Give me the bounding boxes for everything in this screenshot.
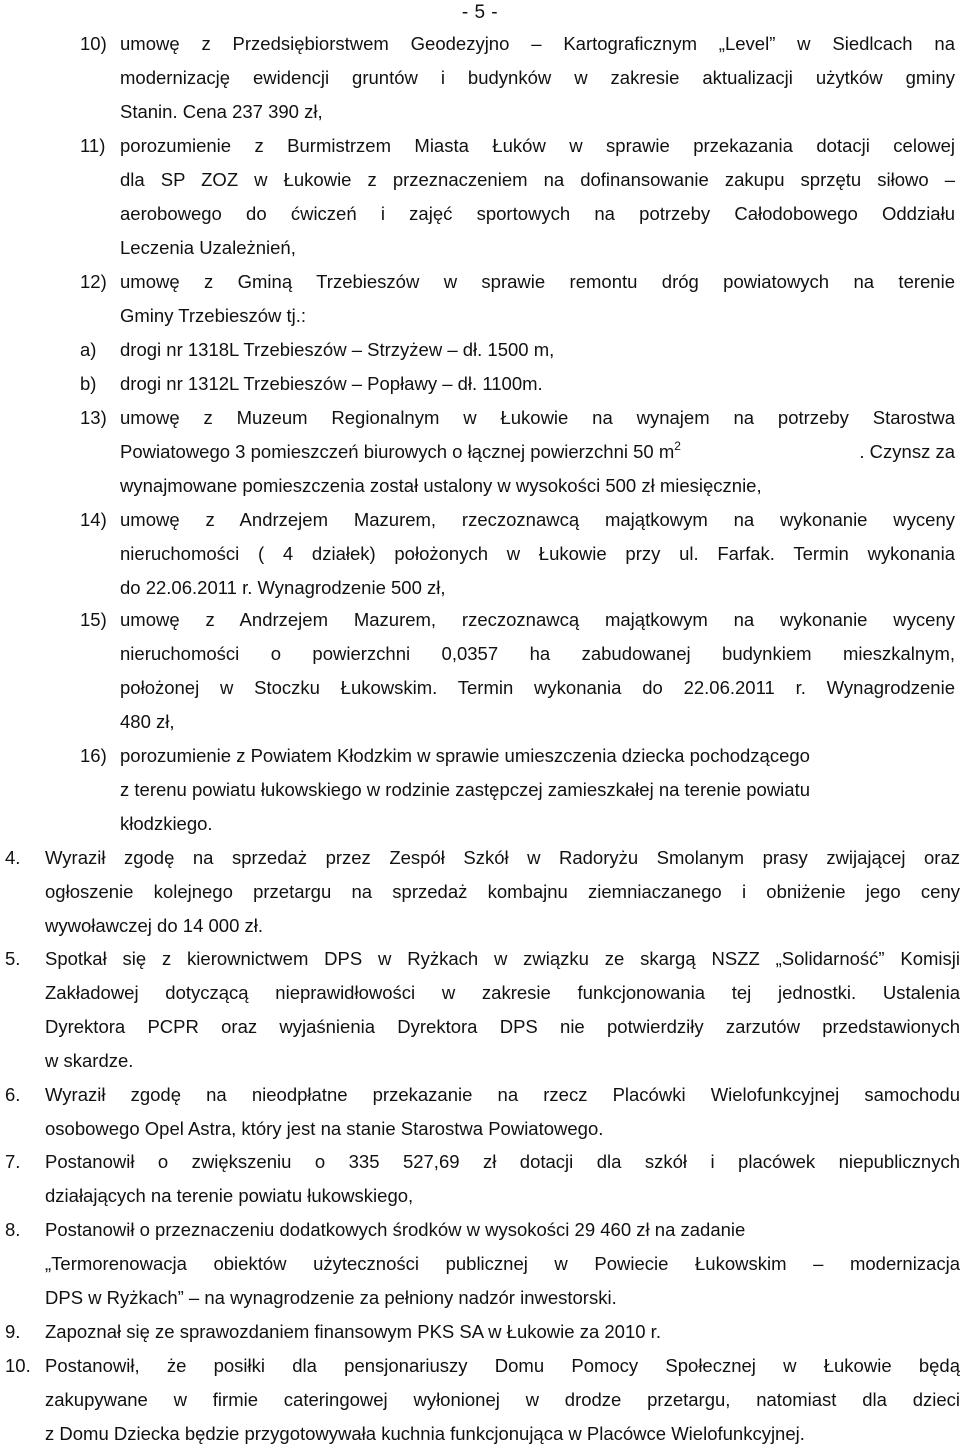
- item-line: w skardze.: [45, 1050, 134, 1071]
- item-number: 15): [80, 609, 107, 630]
- item-line: DPS w Ryżkach” – na wynagrodzenie za pełniony nadzór inwestorski.: [45, 1287, 617, 1308]
- subpoint-letter: b): [80, 373, 97, 394]
- item-line: Dyrektora PCPR oraz wyjaśnienia Dyrektora DPS nie potwierdziły zarzutów przedstawionych: [45, 1016, 960, 1037]
- item-number: 11): [80, 135, 106, 156]
- item-line: Stanin. Cena 237 390 zł,: [120, 101, 323, 122]
- item-line: modernizację ewidencji gruntów i budynków w zakresie aktualizacji użytków gminy: [120, 67, 955, 88]
- item-number: 7.: [5, 1151, 21, 1172]
- item-line: Leczenia Uzależnień,: [120, 237, 296, 258]
- item-line: [120, 435, 955, 469]
- item-number: 12): [80, 271, 107, 292]
- item-line: porozumienie z Burmistrzem Miasta Łuków w sprawie przekazania dotacji celowej: [120, 135, 955, 156]
- item-number: 6.: [5, 1084, 21, 1105]
- item-line: umowę z Andrzejem Mazurem, rzeczoznawcą majątkowym na wykonanie wyceny: [120, 609, 955, 630]
- subpoint-text: drogi nr 1312L Trzebieszów – Popławy – dł. 1100m.: [120, 373, 543, 394]
- item-line: Zapoznał się ze sprawozdaniem finansowym PKS SA w Łukowie za 2010 r.: [45, 1321, 661, 1342]
- subpoint-text: drogi nr 1318L Trzebieszów – Strzyżew – dł. 1500 m,: [120, 339, 555, 360]
- item-number: 10): [80, 33, 107, 54]
- item-line: dla SP ZOZ w Łukowie z przeznaczeniem na dofinansowanie zakupu sprzętu siłowo –: [120, 169, 955, 190]
- item-line: Gminy Trzebieszów tj.:: [120, 305, 307, 326]
- item-line: Postanowił o zwiększeniu o 335 527,69 zł dotacji dla szkół i placówek niepublicznych: [45, 1151, 960, 1172]
- item-line: z terenu powiatu łukowskiego w rodzinie zastępczej zamieszkałej na terenie powiatu: [120, 779, 811, 800]
- superscript: 2: [674, 439, 681, 453]
- item-line: umowę z Przedsiębiorstwem Geodezyjno – Kartograficznym „Level” w Siedlcach na: [120, 33, 955, 54]
- item-line: zakupywane w firmie cateringowej wyłonionej w drodze przetargu, natomiast dla dzieci: [45, 1389, 960, 1410]
- item-line: wynajmowane pomieszczenia został ustalony w wysokości 500 zł miesięcznie,: [120, 475, 762, 496]
- item-line: Postanowił, że posiłki dla pensjonariuszy Domu Pomocy Społecznej w Łukowie będą: [45, 1355, 960, 1376]
- item-number: 14): [80, 509, 107, 530]
- item-number: 13): [80, 407, 107, 428]
- item-line-text: Powiatowego 3 pomieszczeń biurowych o łącznej powierzchni 50 m: [120, 441, 675, 462]
- item-line: Spotkał się z kierownictwem DPS w Ryżkach w związku ze skargą NSZZ „Solidarność” Komisji: [45, 948, 960, 969]
- item-number: 9.: [5, 1321, 21, 1342]
- item-line: 480 zł,: [120, 711, 175, 732]
- item-number: 16): [80, 745, 107, 766]
- item-line: kłodzkiego.: [120, 813, 213, 834]
- item-line: Wyraził zgodę na nieodpłatne przekazanie na rzecz Placówki Wielofunkcyjnej samochodu: [45, 1084, 960, 1105]
- item-number: 10.: [5, 1355, 31, 1376]
- item-line: nieruchomości o powierzchni 0,0357 ha zabudowanej budynkiem mieszkalnym,: [120, 643, 955, 664]
- item-line: Wyraził zgodę na sprzedaż przez Zespół Szkół w Radoryżu Smolanym prasy zwijającej oraz: [45, 847, 960, 868]
- item-line: ogłoszenie kolejnego przetargu na sprzedaż kombajnu ziemniaczanego i obniżenie jego ceny: [45, 881, 960, 902]
- item-line: położonej w Stoczku Łukowskim. Termin wykonania do 22.06.2011 r. Wynagrodzenie: [120, 677, 955, 698]
- item-line: do 22.06.2011 r. Wynagrodzenie 500 zł,: [120, 577, 446, 598]
- item-line: wywoławczej do 14 000 zł.: [45, 915, 263, 936]
- item-line: z Domu Dziecka będzie przygotowywała kuchnia funkcjonująca w Placówce Wielofunkcyjnej.: [45, 1423, 805, 1444]
- item-number: 4.: [5, 847, 21, 868]
- item-line: osobowego Opel Astra, który jest na stanie Starostwa Powiatowego.: [45, 1118, 604, 1139]
- item-line: umowę z Muzeum Regionalnym w Łukowie na wynajem na potrzeby Starostwa: [120, 407, 955, 428]
- item-line: porozumienie z Powiatem Kłodzkim w sprawie umieszczenia dziecka pochodzącego: [120, 745, 810, 766]
- item-line: umowę z Andrzejem Mazurem, rzeczoznawcą majątkowym na wykonanie wyceny: [120, 509, 955, 530]
- item-line: Postanowił o przeznaczeniu dodatkowych środków w wysokości 29 460 zł na zadanie: [45, 1219, 746, 1240]
- item-line-tail: . Czynsz za: [859, 441, 955, 462]
- page-number: - 5 -: [461, 2, 499, 23]
- item-line: Zakładowej dotyczącą nieprawidłowości w zakresie funkcjonowania tej jednostki. Ustalenia: [45, 982, 960, 1003]
- item-line: nieruchomości ( 4 działek) położonych w Łukowie przy ul. Farfak. Termin wykonania: [120, 543, 955, 564]
- item-line: działających na terenie powiatu łukowskiego,: [45, 1185, 414, 1206]
- subpoint-letter: a): [80, 339, 97, 360]
- item-number: 5.: [5, 948, 21, 969]
- item-line: umowę z Gminą Trzebieszów w sprawie remontu dróg powiatowych na terenie: [120, 271, 955, 292]
- item-line: aerobowego do ćwiczeń i zajęć sportowych na potrzeby Całodobowego Oddziału: [120, 203, 955, 224]
- item-line: „Termorenowacja obiektów użyteczności publicznej w Powiecie Łukowskim – modernizacja: [45, 1253, 960, 1274]
- item-number: 8.: [5, 1219, 21, 1240]
